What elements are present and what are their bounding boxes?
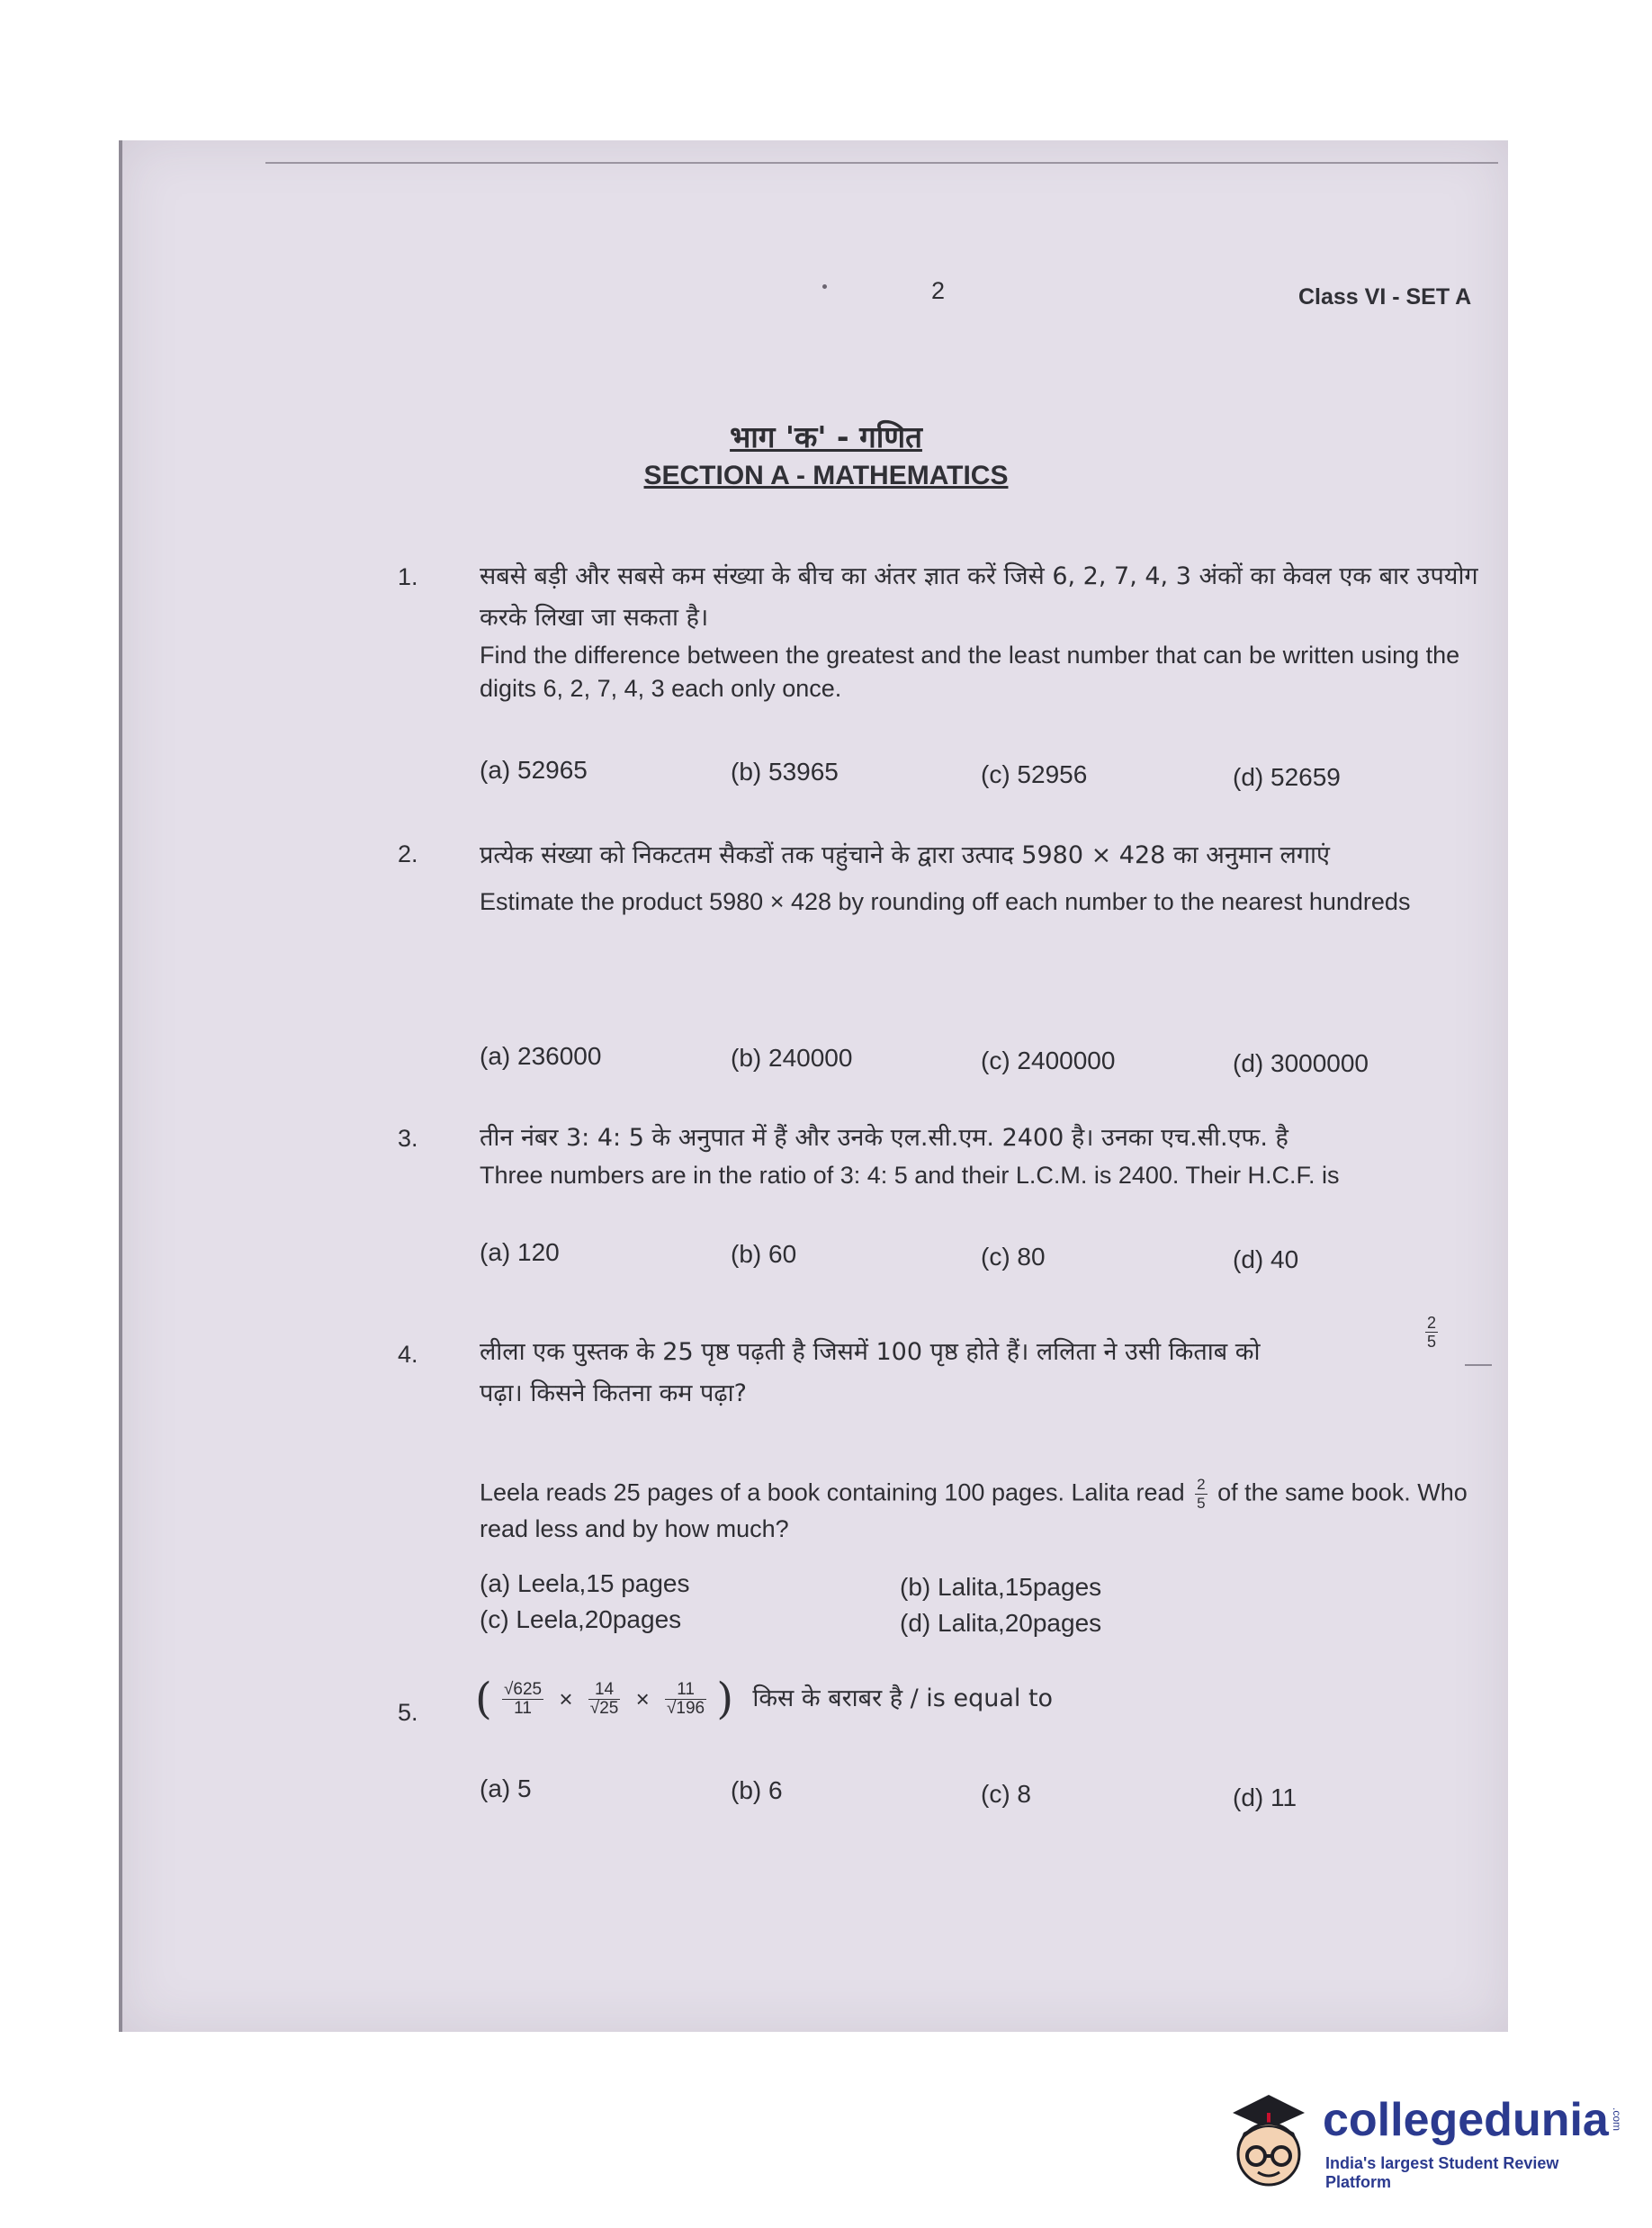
fraction-denominator: √25	[589, 1698, 619, 1718]
section-title-hindi: भाग 'क' - गणित	[730, 419, 922, 454]
times-sign: ×	[635, 1684, 650, 1712]
scan-mark	[1465, 1364, 1492, 1366]
option-a: (a) 52965	[480, 756, 588, 784]
logo-domain-suffix: .com	[1611, 2107, 1623, 2132]
fraction-denominator: √196	[666, 1698, 705, 1718]
question-number: 4.	[398, 1341, 418, 1368]
section-title-english: SECTION A - MATHEMATICS	[643, 461, 1009, 490]
question-5	[475, 1674, 1465, 1724]
page-number: 2	[931, 277, 946, 304]
top-rule	[265, 162, 1498, 164]
open-paren: (	[475, 1674, 492, 1724]
logo-tagline: India's largest Student Review Platform	[1325, 2154, 1559, 2191]
option-a: (a) 120	[480, 1238, 560, 1266]
student-mascot-icon	[1215, 2086, 1314, 2203]
fraction-denominator: 11	[514, 1698, 532, 1718]
option-c: (c) 52956	[981, 760, 1088, 788]
question-english-text: Three numbers are in the ratio of 3: 4: 5 and their L.C.M. is 2400. Their H.C.F. is	[480, 1162, 1340, 1189]
option-a: (a) 5	[480, 1774, 532, 1802]
question-3	[480, 1118, 1496, 1192]
fraction-numerator: 2	[1427, 1314, 1437, 1332]
fraction-numerator: 2	[1197, 1476, 1206, 1493]
option-c: (c) 2400000	[981, 1047, 1116, 1074]
fraction-denominator: 5	[1197, 1495, 1206, 1512]
fraction-numerator: 14	[588, 1681, 621, 1700]
question-suffix-text: किस के बराबर है / is equal to	[752, 1684, 1054, 1712]
question-hindi-text-line1: लीला एक पुस्तक के 25 पृष्ठ पढ़ती है जिसमें 100 पृष्ठ होते हैं। ललिता ने उसी किताब को	[480, 1338, 1261, 1366]
option-c: (c) 80	[981, 1243, 1046, 1271]
close-paren: )	[716, 1674, 734, 1724]
option-d: (d) 52659	[1233, 763, 1341, 791]
fraction-14-over-sqrt25	[588, 1681, 621, 1718]
fraction-two-fifths	[1425, 1314, 1438, 1351]
collegedunia-logo[interactable]	[1215, 2086, 1629, 2212]
option-b: (b) 240000	[731, 1044, 853, 1072]
english-text-part2: of the same book. Who read less and by how much?	[480, 1478, 1468, 1542]
question-english-text: Estimate the product 5980 × 428 by rounding off each number to the nearest hundreds	[480, 888, 1411, 915]
question-number: 3.	[398, 1125, 418, 1152]
option-d: (d) 3000000	[1233, 1049, 1369, 1077]
question-number: 2.	[398, 840, 418, 867]
question-1	[480, 556, 1478, 705]
fraction-denominator: 5	[1427, 1333, 1437, 1351]
question-english-text	[480, 1476, 1487, 1546]
question-hindi-text-line2: पढ़ा। किसने कितना कम पढ़ा?	[480, 1379, 747, 1407]
option-b: (b) 53965	[731, 758, 839, 786]
option-d: (d) 40	[1233, 1245, 1299, 1273]
option-a: (a) Leela,15 pages	[480, 1569, 690, 1597]
question-english-text: Find the difference between the greatest and the least number that can be written using the digits 6, 2, 7, 4, 3 each only once.	[480, 642, 1460, 702]
fraction-numerator: 11	[665, 1681, 706, 1700]
option-b: (b) Lalita,15pages	[900, 1573, 1102, 1601]
english-text-part1: Leela reads 25 pages of a book containing 100 pages. Lalita read	[480, 1478, 1185, 1506]
fraction-sqrt625-over-11	[502, 1681, 543, 1718]
option-b: (b) 6	[731, 1776, 783, 1804]
class-set-label: Class VI - SET A	[1298, 284, 1472, 310]
option-a: (a) 236000	[480, 1042, 602, 1070]
question-hindi-text: तीन नंबर 3: 4: 5 के अनुपात में हैं और उनके एल.सी.एम. 2400 है। उनका एच.सी.एफ. है	[480, 1124, 1288, 1152]
question-number: 5.	[398, 1699, 418, 1726]
question-hindi-text: सबसे बड़ी और सबसे कम संख्या के बीच का अंतर ज्ञात करें जिसे 6, 2, 7, 4, 3 अंकों का केवल एक बार उपयोग करके लिखा जा सकता है।	[480, 562, 1478, 632]
option-d: (d) 11	[1233, 1783, 1297, 1811]
option-d: (d) Lalita,20pages	[900, 1609, 1102, 1637]
times-sign: ×	[559, 1684, 573, 1712]
fraction-two-fifths	[1195, 1476, 1207, 1513]
question-hindi-text: प्रत्येक संख्या को निकटतम सैकडों तक पहुंचाने के द्वारा उत्पाद 5980 × 428 का अनुमान लगाएं	[480, 841, 1330, 869]
fraction-numerator: √625	[503, 1679, 543, 1699]
question-4	[480, 1332, 1451, 1415]
fraction-11-over-sqrt196	[665, 1681, 706, 1718]
scan-speck	[822, 284, 827, 289]
option-c: (c) 8	[981, 1780, 1031, 1808]
option-c: (c) Leela,20pages	[480, 1605, 682, 1633]
question-number: 1.	[398, 563, 418, 590]
question-2	[480, 835, 1478, 919]
logo-wordmark: collegedunia	[1323, 2094, 1609, 2146]
option-b: (b) 60	[731, 1240, 797, 1268]
